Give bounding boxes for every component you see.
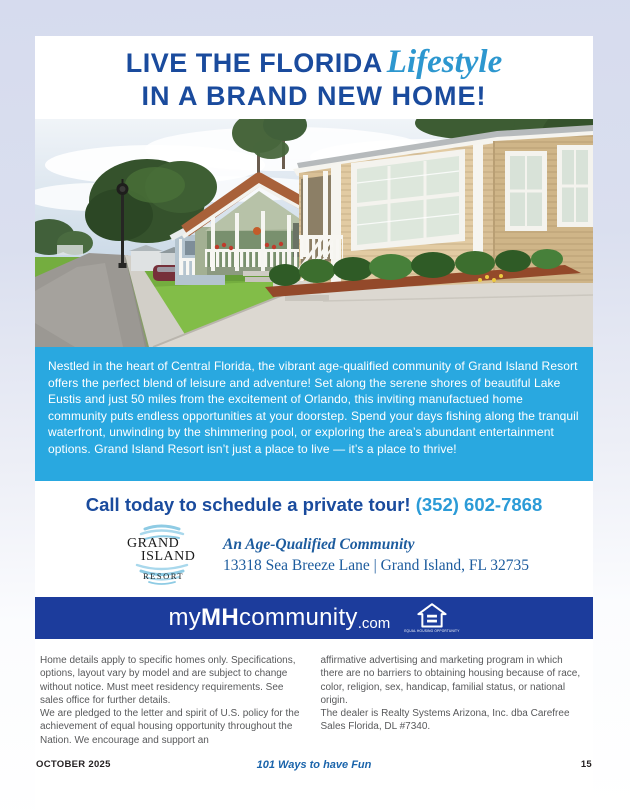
community-photo [35,119,593,347]
address-block [219,535,529,576]
disclaimer-text: Home details apply to specific homes only. Specifications, options, layout vary by model and are subject to change without notice. Must meet residency requirements. See sales office for further details. [40,655,296,706]
disclaimer-right-column [321,654,589,747]
intro-box [35,347,593,481]
headline [35,36,593,119]
street-address: 13318 Sea Breeze Lane | Grand Island, FL 32735 [223,556,529,574]
url-mh: MH [201,604,239,631]
url-com: .com [357,615,391,632]
intro-paragraph: Nestled in the heart of Central Florida, the vibrant age-qualified community of Grand Island Resort offers the perfect blend of leisure and adventure! Set along the serene shores of beautiful Lake Eustis and just 50 miles from the excitement of Orlando, this inviting manufactued home community puts endless opportunities at your doorstep. Spend your days fishing along the tranquil waterfront, unwinding by the shimmering pool, or exploring the area’s abundant entertainment options. Grand Island Resort isn’t just a place to live — it’s a place to thrive! [48,359,579,456]
phone-number: (352) 602-7868 [415,494,543,515]
cta-line [35,494,593,516]
disclaimer-text: The dealer is Realty Systems Arizona, Inc. dba Carefree Sales Florida, DL #7340. [320,708,570,733]
disclaimer-section [35,639,593,747]
website-url [168,604,390,632]
magazine-title: 101 Ways to have Fun [256,759,372,771]
page-footer [35,759,593,810]
equal-housing-label: EQUAL HOUSING OPPORTUNITY [404,629,460,633]
issue-date: OCTOBER 2025 [36,759,111,770]
bay-window [351,149,465,251]
url-my: my [168,604,202,631]
logo-word-grand: GRAND [127,536,180,551]
disclaimer-text: affirmative advertising and marketing program in which there are no barriers to obtaining housing because of race, color, religion, sex, handicap, familial status, or national origin. [320,655,581,706]
url-community: community [238,604,358,631]
headline-line1-text: LIVE THE FLORIDA [125,48,383,78]
website-banner [35,597,593,639]
headline-line1 [35,46,593,80]
logo-word-resort: RESORT [143,571,185,581]
cta-label: Call today to schedule a private tour! [85,494,411,515]
advertisement-page [35,36,593,810]
disclaimer-text: We are pledged to the letter and spirit of U.S. policy for the achievement of equal housing opportunity throughout the Nation. We encourage and support an [40,708,300,746]
equal-housing-house-icon [417,603,447,629]
logo-address-row [119,521,593,589]
equal-housing-logo [404,603,459,633]
logo-word-island: ISLAND [141,549,196,564]
community-tagline: An Age-Qualified Community [223,535,415,553]
disclaimer-left-column [40,654,308,747]
headline-line2: IN A BRAND NEW HOME! [141,81,487,111]
page-number: 15 [580,759,592,770]
headline-script-word: Lifestyle [386,44,503,80]
grand-island-resort-logo [119,521,205,589]
